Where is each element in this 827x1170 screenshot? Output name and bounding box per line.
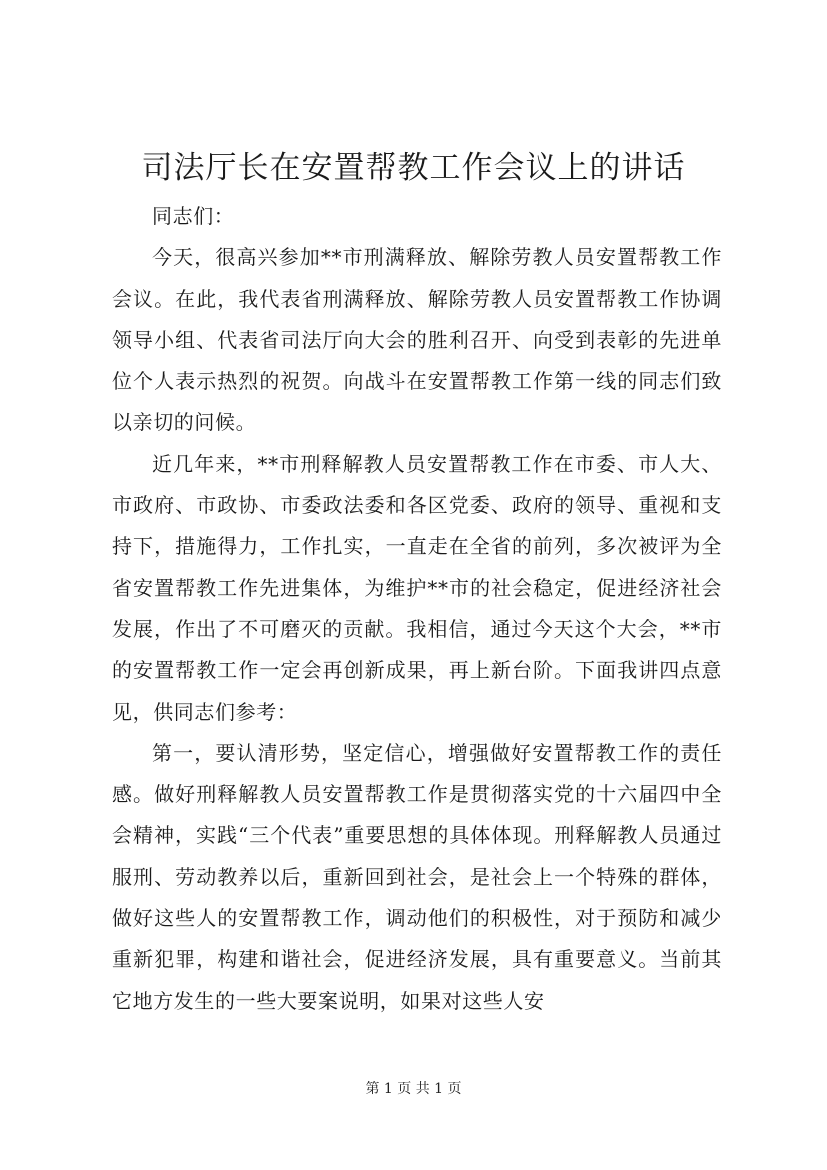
page-footer: 第 1 页 共 1 页	[365, 1081, 462, 1097]
paragraph: 近几年来，**市刑释解教人员安置帮教工作在市委、市人大、市政府、市政协、市委政法委和各区党委、政府的领导、重视和支持下，措施得力，工作扎实，一直走在全省的前列，多次被评为全省安置帮教工作先进集体，为维护**市的社会稳定，促进经济社会发展，作出了不可磨灭的贡献。我相信，通过今天这个大会，**市的安置帮教工作一定会再创新成果，再上新台阶。下面我讲四点意见，供同志们参考：	[112, 451, 722, 724]
document-body	[112, 196, 722, 1022]
paragraph: 第一，要认清形势，坚定信心，增强做好安置帮教工作的责任感。做好刑释解教人员安置帮教工作是贯彻落实党的十六届四中全会精神，实践“三个代表”重要思想的具体体现。刑释解教人员通过服刑、劳动教养以后，重新回到社会，是社会上一个特殊的群体，做好这些人的安置帮教工作，调动他们的积极性，对于预防和减少重新犯罪，构建和谐社会，促进经济发展，具有重要意义。当前其它地方发生的一些大要案说明，如果对这些人安	[112, 740, 722, 1013]
paragraph: 今天，很高兴参加**市刑满释放、解除劳教人员安置帮教工作会议。在此，我代表省刑满释放、解除劳教人员安置帮教工作协调领导小组、代表省司法厅向大会的胜利召开、向受到表彰的先进单位个人表示热烈的祝贺。向战斗在安置帮教工作第一线的同志们致以亲切的问候。	[112, 245, 722, 435]
salutation: 同志们：	[152, 204, 235, 228]
document-title: 司法厅长在安置帮教工作会议上的讲话	[141, 150, 686, 186]
